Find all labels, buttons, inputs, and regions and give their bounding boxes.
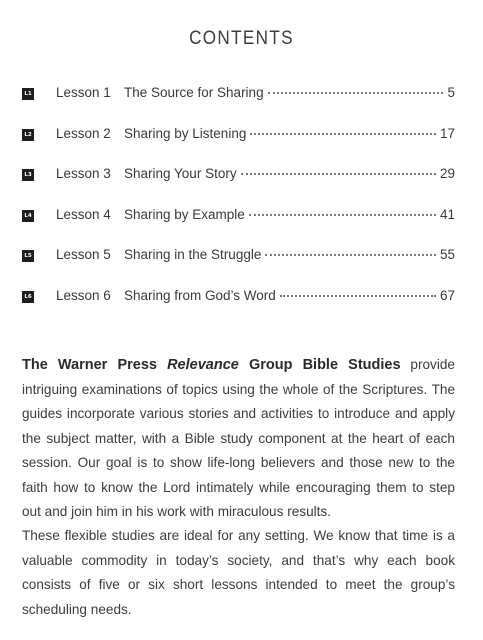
lesson-title: Sharing by Listening (124, 125, 247, 141)
lesson-title: Sharing by Example (124, 206, 245, 222)
lesson-title-line (124, 166, 455, 181)
lesson-title-line (124, 247, 455, 262)
lesson-title-line (124, 85, 455, 100)
dot-leader (249, 214, 436, 216)
lesson-title: Sharing in the Struggle (124, 247, 262, 262)
page-number: 41 (439, 206, 455, 222)
lesson-badge-icon: L3 (22, 169, 34, 181)
lesson-number: Lesson 1 (56, 85, 111, 100)
lesson-badge-icon: L6 (22, 291, 34, 303)
dot-leader (280, 295, 436, 297)
lesson-title-line (124, 288, 455, 303)
table-of-contents (22, 84, 455, 327)
dot-leader (265, 254, 436, 256)
lesson-title: Sharing Your Story (124, 166, 237, 181)
series-name-prefix: The Warner Press (22, 357, 168, 373)
second-paragraph: These flexible studies are ideal for any setting. We know that time is a valuable commodity in today’s society, and that’s why each book consists of five or six short lessons intended to meet the group’s scheduling needs. (22, 528, 455, 617)
toc-row-lesson-4[interactable] (22, 206, 455, 247)
lesson-title-line (124, 126, 455, 141)
page-title: CONTENTS (189, 28, 294, 49)
dot-leader (250, 133, 436, 135)
page-number: 55 (439, 247, 455, 262)
lesson-number: Lesson 4 (56, 206, 111, 222)
lesson-badge-icon: L4 (22, 210, 34, 222)
lesson-title-line (124, 207, 455, 222)
series-name-suffix: Group Bible Studies (238, 357, 401, 373)
dot-leader (241, 173, 436, 175)
toc-row-lesson-3[interactable] (22, 165, 455, 206)
toc-row-lesson-5[interactable] (22, 246, 455, 287)
lesson-title: Sharing from God’s Word (124, 287, 276, 303)
page-number: 29 (439, 166, 455, 181)
toc-row-lesson-2[interactable] (22, 125, 455, 166)
lesson-title: The Source for Sharing (124, 85, 264, 100)
lesson-number: Lesson 2 (56, 125, 111, 141)
toc-row-lesson-1[interactable] (22, 84, 455, 125)
intro-paragraph (22, 353, 455, 525)
lesson-number: Lesson 3 (56, 166, 111, 181)
lesson-badge-icon: L2 (22, 129, 34, 141)
page-number: 67 (439, 287, 455, 303)
lesson-badge-icon: L1 (22, 88, 34, 100)
intro-text: provide intriguing examinations of topics using the whole of the Scriptures. The guides incorporate various stories and activities to introduce and apply the subject matter, with a Bible study component at the heart of each session. Our goal is to show life-long believers and those new to the faith how to know the Lord intimately while encouraging them to step out and join him in his work with miraculous results. (22, 357, 455, 519)
series-name-italic: Relevance (167, 357, 239, 373)
lesson-number: Lesson 5 (56, 247, 111, 262)
dot-leader (268, 92, 444, 94)
page-number: 17 (439, 125, 455, 141)
toc-row-lesson-6[interactable] (22, 287, 455, 328)
series-name (22, 357, 401, 373)
lesson-number: Lesson 6 (56, 287, 111, 303)
page-number: 5 (447, 85, 455, 100)
lesson-badge-icon: L5 (22, 250, 34, 262)
